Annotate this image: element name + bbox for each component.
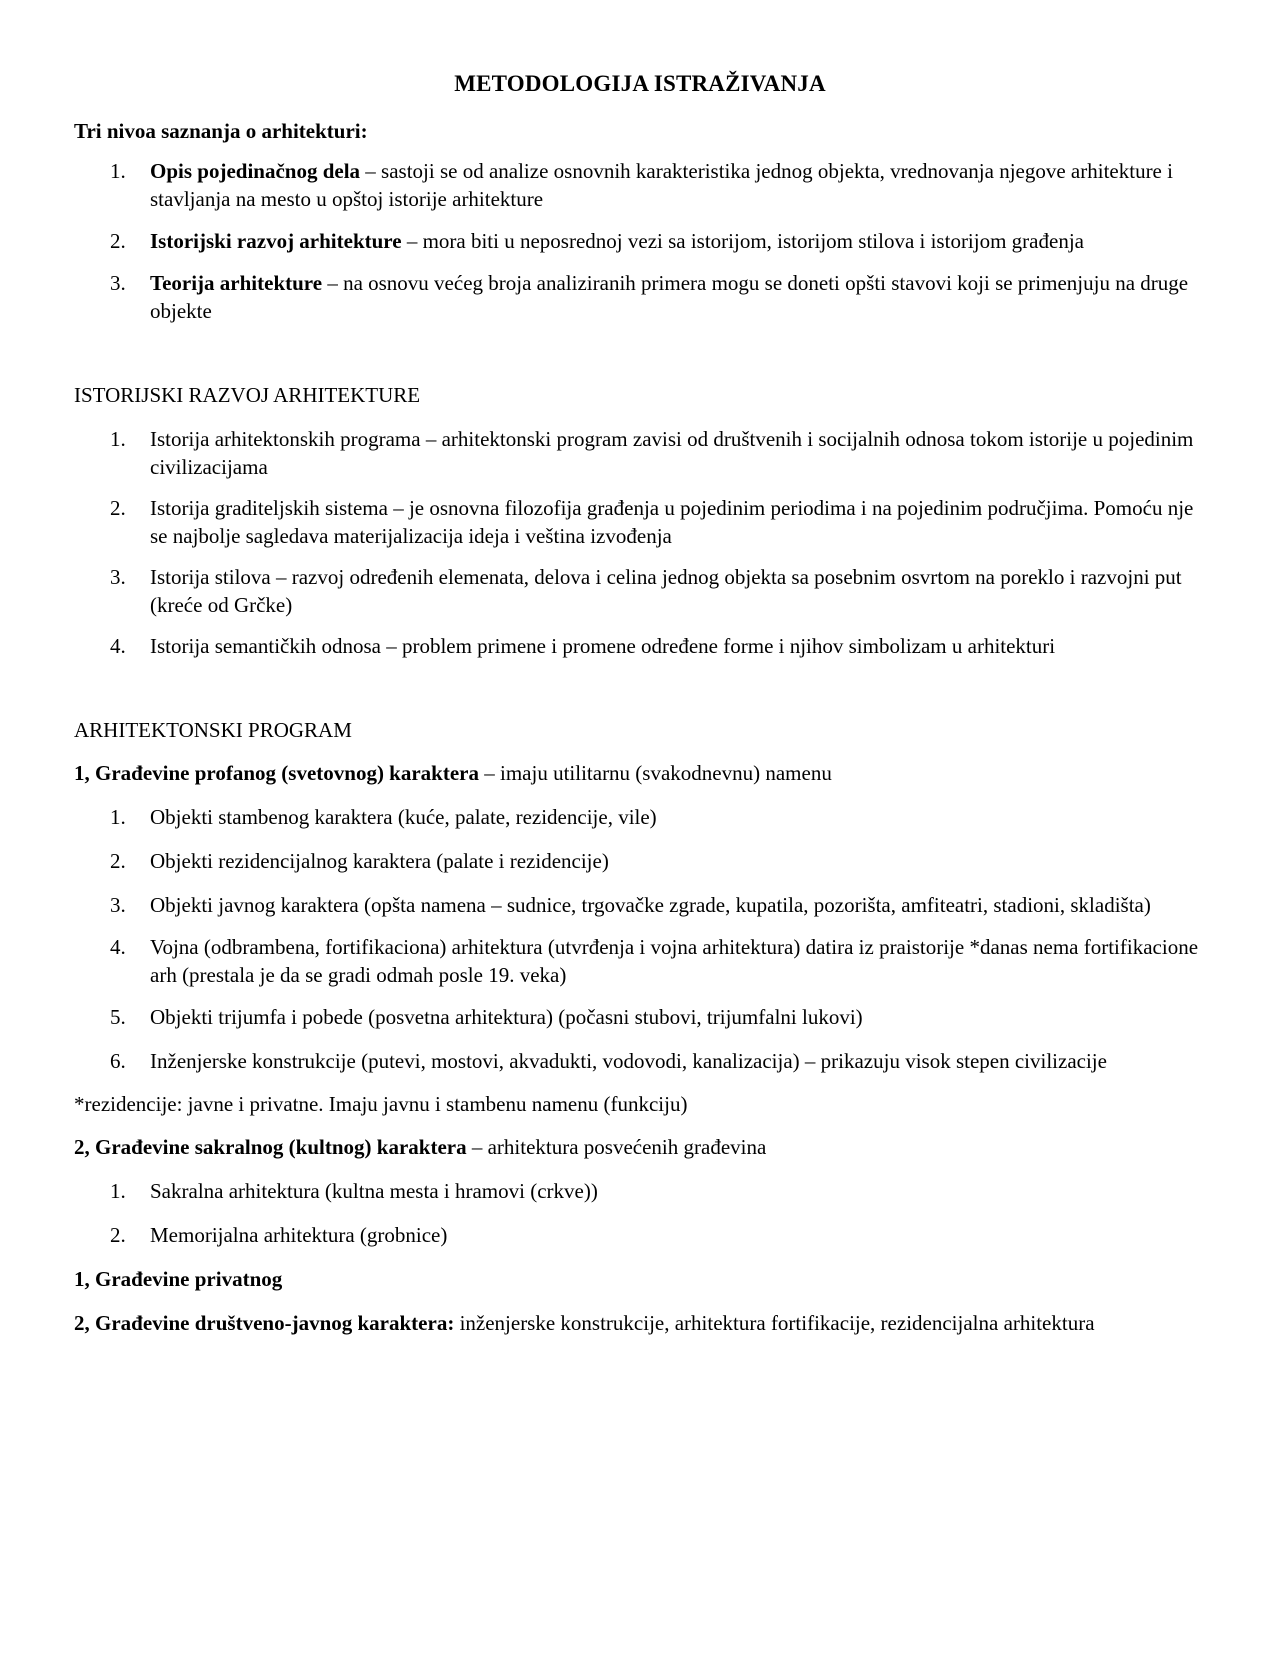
list-item-text: Objekti trijumfa i pobede (posvetna arhitektura) (počasni stubovi, trijumfalni lukovi)	[150, 1005, 863, 1029]
list-number: 1.	[110, 1179, 126, 1203]
privatno-paragraph: 1, Građevine privatnog	[74, 1267, 283, 1291]
istorijski-list	[74, 425, 1206, 660]
list-item	[74, 803, 1206, 831]
list-item-term: Istorijski razvoj arhitekture	[150, 229, 402, 253]
list-item-text: – na osnovu većeg broja analiziranih primera mogu se doneti opšti stavovi koji se primenjuju na druge objekte	[150, 271, 1189, 323]
list-item	[74, 632, 1206, 660]
list-item-text: Objekti javnog karaktera (opšta namena – sudnice, trgovačke zgrade, kupatila, pozorišta, amfiteatri, stadioni, skladišta)	[150, 893, 1151, 917]
profano-paragraph	[74, 759, 1206, 787]
list-item	[74, 269, 1206, 325]
list-number: 3.	[110, 271, 126, 295]
list-number: 2.	[110, 1223, 126, 1247]
sakralno-list	[74, 1177, 1206, 1249]
sakralno-term: 2, Građevine sakralnog (kultnog) karaktera	[74, 1135, 467, 1159]
list-item-text: Istorija graditeljskih sistema – je osnovna filozofija građenja u pojedinim periodima i na pojedinim područjima. Pomoću nje se najbolje sagledava materijalizacija ideja i veština izvođenja	[150, 496, 1194, 548]
list-item-text: Istorija semantičkih odnosa – problem primene i promene određene forme i njihov simbolizam u arhitekturi	[150, 634, 1056, 658]
intro-heading: Tri nivoa saznanja o arhitekturi:	[74, 119, 368, 143]
list-item	[74, 563, 1206, 619]
sakralno-paragraph	[74, 1133, 1206, 1161]
list-number: 2.	[110, 229, 126, 253]
list-item-text: Istorija arhitektonskih programa – arhitektonski program zavisi od društvenih i socijalnih odnosa tokom istorije u pojedinim civilizacijama	[150, 427, 1194, 479]
list-number: 1.	[110, 805, 126, 829]
document-page	[74, 70, 1206, 1337]
profano-list	[74, 803, 1206, 1075]
list-item	[74, 1003, 1206, 1031]
list-item	[74, 157, 1206, 213]
list-item-term: Teorija arhitekture	[150, 271, 323, 295]
list-item	[74, 933, 1206, 989]
drustveno-text: inženjerske konstrukcije, arhitektura fortifikacije, rezidencijalna arhitektura	[454, 1311, 1095, 1335]
section-heading-program: ARHITEKTONSKI PROGRAM	[74, 718, 352, 742]
drustveno-term: 2, Građevine društveno-javnog karaktera:	[74, 1311, 455, 1335]
list-number: 5.	[110, 1005, 126, 1029]
list-item-text: Memorijalna arhitektura (grobnice)	[150, 1223, 448, 1247]
list-item	[74, 227, 1206, 255]
list-item	[74, 891, 1206, 919]
list-number: 1.	[110, 159, 126, 183]
list-number: 6.	[110, 1049, 126, 1073]
document-title: METODOLOGIJA ISTRAŽIVANJA	[454, 71, 826, 96]
list-item	[74, 425, 1206, 481]
list-number: 4.	[110, 634, 126, 658]
list-item-text: Inženjerske konstrukcije (putevi, mostovi, akvadukti, vodovodi, kanalizacija) – prikazuju visok stepen civilizacije	[150, 1049, 1107, 1073]
list-number: 3.	[110, 565, 126, 589]
section-heading-istorijski: ISTORIJSKI RAZVOJ ARHITEKTURE	[74, 383, 421, 407]
list-item-text: – sastoji se od analize osnovnih karakteristika jednog objekta, vrednovanja njegove arhitekture i stavljanja na mesto u opštoj istorije arhitekture	[150, 159, 1173, 211]
list-number: 4.	[110, 935, 126, 959]
list-item-text: Objekti rezidencijalnog karaktera (palate i rezidencije)	[150, 849, 609, 873]
list-number: 2.	[110, 496, 126, 520]
list-item-term: Opis pojedinačnog dela	[150, 159, 361, 183]
list-item	[74, 1177, 1206, 1205]
profano-term: 1, Građevine profanog (svetovnog) karaktera	[74, 761, 479, 785]
list-item	[74, 494, 1206, 550]
drustveno-paragraph	[74, 1309, 1206, 1337]
list-number: 1.	[110, 427, 126, 451]
list-item-text: Objekti stambenog karaktera (kuće, palate, rezidencije, vile)	[150, 805, 657, 829]
list-item-text: – mora biti u neposrednoj vezi sa istorijom, istorijom stilova i istorijom građenja	[401, 229, 1084, 253]
profano-text: – imaju utilitarnu (svakodnevnu) namenu	[479, 761, 832, 785]
sakralno-text: – arhitektura posvećenih građevina	[466, 1135, 767, 1159]
rezidencije-note: *rezidencije: javne i privatne. Imaju javnu i stambenu namenu (funkciju)	[74, 1092, 688, 1116]
list-item-text: Sakralna arhitektura (kultna mesta i hramovi (crkve))	[150, 1179, 598, 1203]
list-item	[74, 1221, 1206, 1249]
list-number: 3.	[110, 893, 126, 917]
list-item-text: Istorija stilova – razvoj određenih elemenata, delova i celina jednog objekta sa posebnim osvrtom na poreklo i razvojni put (kreće od Grčke)	[150, 565, 1182, 617]
list-item	[74, 847, 1206, 875]
list-item	[74, 1047, 1206, 1075]
intro-list	[74, 157, 1206, 325]
list-item-text: Vojna (odbrambena, fortifikaciona) arhitektura (utvrđenja i vojna arhitektura) datira iz praistorije *danas nema fortifikacione arh (prestala je da se gradi odmah posle 19. veka)	[150, 935, 1199, 987]
list-number: 2.	[110, 849, 126, 873]
